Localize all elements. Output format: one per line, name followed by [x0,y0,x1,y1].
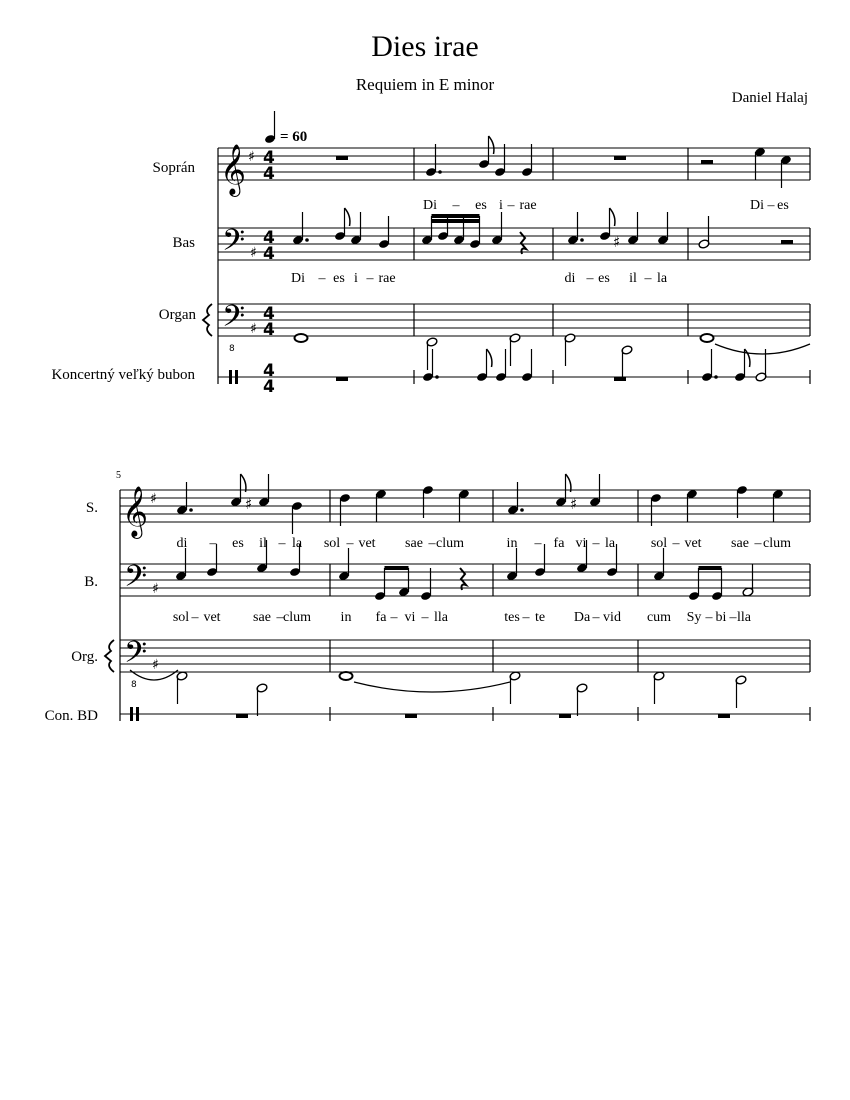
time-signature: 4 [263,304,275,324]
lyric-syllable: clum [436,536,464,551]
note-flag [566,474,571,492]
augmentation-dot [438,170,442,174]
lyric-syllable: Da [573,610,591,625]
lyric-syllable: vi [575,536,587,551]
lyric-syllable: – [767,198,775,213]
whole-rest [336,377,348,381]
lyric-syllable: – [522,610,530,625]
lyric-syllable: – [191,610,199,625]
instrument-label-organ: Organ [158,307,196,323]
piece-title: Dies irae [371,30,479,63]
time-signature: 4 [263,244,275,264]
instrument-short-bass: B. [84,574,98,590]
lyric-syllable: – [346,536,354,551]
percussion-clef-icon [229,370,232,384]
lyric-syllable: lla [737,610,751,625]
lyric-syllable: – [534,536,542,551]
tempo-marking: = 60 [280,129,308,145]
half-rest [718,714,730,718]
whole-rest [614,156,626,160]
bass-clef-icon: 𝄢 [124,636,148,677]
lyric-syllable: Di [750,198,764,213]
time-signature: 4 [263,164,275,184]
time-signature: 4 [263,320,275,340]
key-signature-sharp: ♯ [150,491,157,507]
half-rest [701,160,713,164]
lyric-syllable: sae [731,536,749,551]
note-flag [489,136,494,154]
organ-brace [105,640,114,672]
bass-clef-icon: 𝄢 [222,224,246,265]
lyric-syllable: – [209,536,217,551]
time-signature: 4 [263,361,275,381]
lyric-syllable: rae [519,198,537,213]
piece-subtitle: Requiem in E minor [355,75,495,94]
lyric-syllable: fa [375,610,387,625]
lyric-syllable: – [318,271,326,286]
octave-clef-marker: 8 [131,680,137,690]
quarter-rest [460,568,466,590]
bass-clef-icon: 𝄢 [124,560,148,601]
lyric-syllable: – [366,271,374,286]
lyric-syllable: sol [650,536,668,551]
time-signature: 4 [263,377,275,397]
note-flag [345,208,350,226]
lyric-syllable: vet [684,536,702,551]
note-flag [610,208,615,226]
lyric-syllable: la [291,536,303,551]
augmentation-dot [520,508,524,512]
percussion-clef-icon [136,707,139,721]
lyric-syllable: te [534,610,546,625]
measure-number: 5 [116,470,121,481]
note-beam [432,214,480,218]
lyric-syllable: sae [253,610,271,625]
sharp-accidental: ♯ [570,495,578,513]
augmentation-dot [714,375,718,379]
lyric-syllable: lla [434,610,448,625]
lyric-syllable: vi [404,610,416,625]
organ-brace [203,304,212,336]
sharp-accidental: ♯ [613,233,621,251]
augmentation-dot [305,238,309,242]
key-signature-sharp: ♯ [248,149,255,165]
lyric-syllable: sae [405,536,423,551]
time-signature: 4 [263,148,275,168]
augmentation-dot [435,375,439,379]
augmentation-dot [189,508,193,512]
whole-rest [336,156,348,160]
half-rest [781,240,793,244]
lyric-syllable: rae [378,271,396,286]
lyric-syllable: – [452,198,460,213]
treble-clef-icon: 𝄞 [122,486,149,537]
lyric-syllable: vid [603,610,621,625]
instrument-label-drum: Koncertný veľký bubon [51,367,195,383]
sharp-accidental: ♯ [245,495,253,513]
lyric-syllable: vet [203,610,221,625]
note-flag [241,474,246,492]
lyric-syllable: – [276,610,284,625]
lyric-syllable: in [340,610,352,625]
key-signature-sharp: ♯ [152,657,159,673]
whole-rest [614,377,626,381]
lyric-syllable: – [592,610,600,625]
lyric-syllable: – [421,610,429,625]
lyric-syllable: i [354,271,358,286]
time-signature: 4 [263,228,275,248]
lyric-syllable: il [259,536,267,551]
tie [715,344,810,354]
note-flag [745,349,750,367]
lyric-syllable: in [506,536,518,551]
lyric-syllable: es [333,271,345,286]
instrument-short-soprano: S. [85,500,98,516]
instrument-short-organ: Org. [71,649,98,665]
lyric-syllable: vet [358,536,376,551]
lyric-syllable: Di [291,271,305,286]
whole-note [340,672,353,680]
note-beam [699,566,722,570]
lyric-syllable: Sy [686,610,702,625]
note-flag [487,349,492,367]
augmentation-dot [580,238,584,242]
lyric-syllable: – [754,536,762,551]
lyric-syllable: clum [283,610,311,625]
half-rest [405,714,417,718]
lyric-syllable: i [499,198,503,213]
lyric-syllable: – [592,536,600,551]
half-rest [559,714,571,718]
lyric-syllable: tes [504,610,520,625]
lyric-syllable: es [777,198,789,213]
lyric-syllable: – [507,198,515,213]
whole-note [701,334,714,342]
note-beam [385,566,409,570]
lyric-syllable: sol [323,536,341,551]
lyric-syllable: es [475,198,487,213]
treble-clef-icon: 𝄞 [220,144,247,195]
lyric-syllable: – [390,610,398,625]
lyric-syllable: fa [553,536,565,551]
key-signature-sharp: ♯ [250,321,257,337]
tie [354,682,510,692]
lyric-syllable: sol [172,610,190,625]
instrument-label-bass: Bas [172,235,195,251]
lyric-syllable: – [428,536,436,551]
percussion-clef-icon [130,707,133,721]
lyric-syllable: il [629,271,637,286]
lyric-syllable: cum [646,610,672,625]
lyric-syllable: es [232,536,244,551]
lyric-syllable: – [278,536,286,551]
lyric-syllable: – [644,271,652,286]
quarter-rest [520,232,526,254]
lyric-syllable: Di [423,198,437,213]
lyric-syllable: la [656,271,668,286]
lyric-syllable: di [564,271,576,286]
bass-clef-icon: 𝄢 [222,300,246,341]
note-beam [432,219,480,223]
lyric-syllable: es [598,271,610,286]
percussion-clef-icon [235,370,238,384]
lyric-syllable: di [176,536,188,551]
lyric-syllable: – [672,536,680,551]
instrument-short-drum: Con. BD [44,708,98,724]
lyric-syllable: – [729,610,737,625]
octave-clef-marker: 8 [229,344,235,354]
key-signature-sharp: ♯ [250,245,257,261]
composer-name: Daniel Halaj [731,90,808,106]
lyric-syllable: – [705,610,713,625]
lyric-syllable: clum [763,536,791,551]
whole-note [295,334,308,342]
key-signature-sharp: ♯ [152,581,159,597]
half-rest [236,714,248,718]
instrument-label-soprano: Soprán [152,160,195,176]
lyric-syllable: bi [715,610,727,625]
lyric-syllable: – [586,271,594,286]
lyric-syllable: la [604,536,616,551]
